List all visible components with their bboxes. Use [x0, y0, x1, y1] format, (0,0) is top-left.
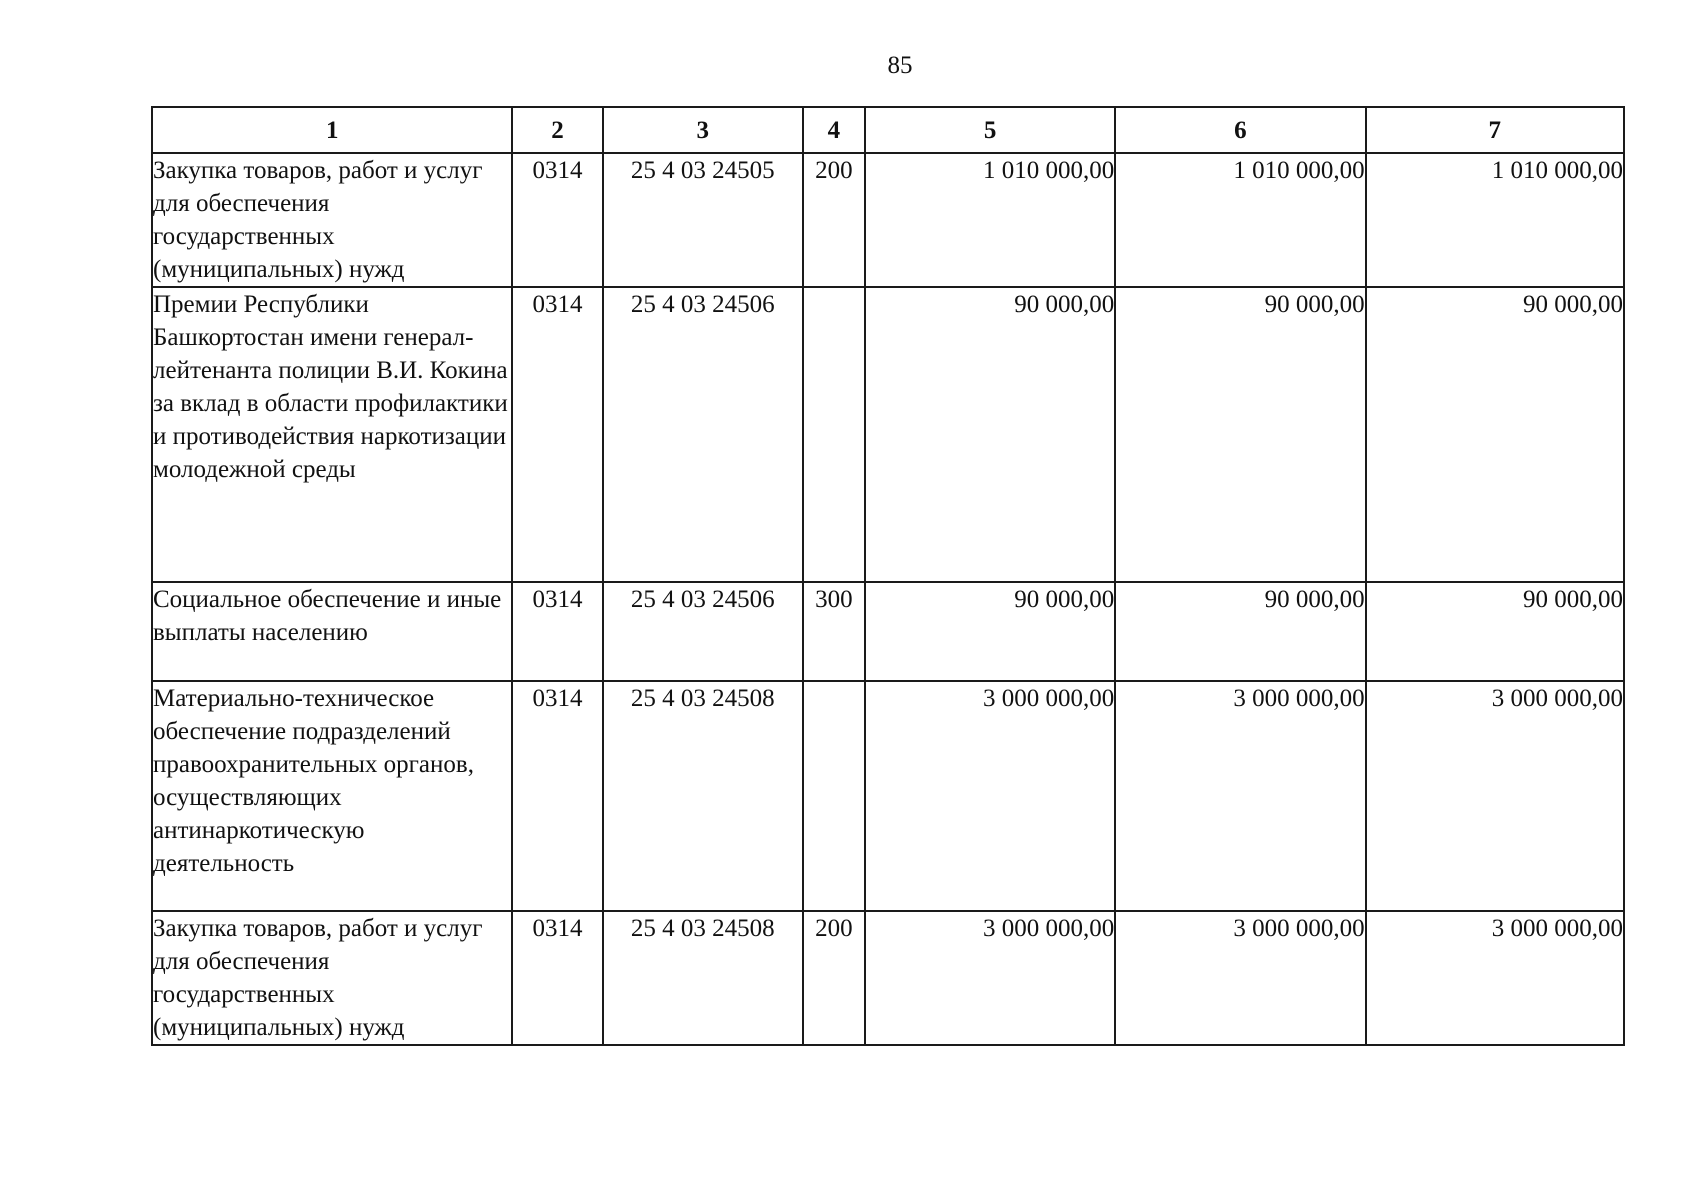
column-header-6: 6: [1115, 107, 1365, 153]
row-name: Премии Республики Башкортостан имени генерал-лейтенанта полиции В.И. Кокина за вклад в области профилактики и противодействия наркотизации молодежной среды: [152, 287, 512, 582]
table-row: [152, 681, 1624, 911]
row-target-code: 25 4 03 24508: [603, 681, 803, 911]
page-number: 85: [887, 52, 913, 79]
column-header-4: 4: [803, 107, 865, 153]
row-name: Закупка товаров, работ и услуг для обеспечения государственных (муниципальных) нужд: [152, 153, 512, 287]
row-amount-col7: 3 000 000,00: [1366, 911, 1624, 1045]
row-target-code: 25 4 03 24506: [603, 287, 803, 582]
row-section-code: 0314: [512, 681, 602, 911]
row-name: Материально-техническое обеспечение подразделений правоохранительных органов, осуществляющих антинаркотическую деятельность: [152, 681, 512, 911]
table-row: [152, 582, 1624, 681]
row-amount-col5: 1 010 000,00: [865, 153, 1115, 287]
table-row: [152, 287, 1624, 582]
row-expense-type: 200: [803, 153, 865, 287]
row-expense-type: [803, 681, 865, 911]
row-amount-col5: 3 000 000,00: [865, 681, 1115, 911]
row-name: Закупка товаров, работ и услуг для обеспечения государственных (муниципальных) нужд: [152, 911, 512, 1045]
row-amount-col7: 90 000,00: [1366, 582, 1624, 681]
table-header-row: [152, 107, 1624, 153]
table-row: [152, 153, 1624, 287]
column-header-3: 3: [603, 107, 803, 153]
column-header-1: 1: [152, 107, 512, 153]
row-amount-col7: 1 010 000,00: [1366, 153, 1624, 287]
row-section-code: 0314: [512, 911, 602, 1045]
row-amount-col5: 3 000 000,00: [865, 911, 1115, 1045]
column-header-5: 5: [865, 107, 1115, 153]
row-section-code: 0314: [512, 153, 602, 287]
row-amount-col6: 90 000,00: [1115, 287, 1365, 582]
column-header-7: 7: [1366, 107, 1624, 153]
row-expense-type: 200: [803, 911, 865, 1045]
row-amount-col6: 1 010 000,00: [1115, 153, 1365, 287]
row-expense-type: [803, 287, 865, 582]
row-target-code: 25 4 03 24505: [603, 153, 803, 287]
row-target-code: 25 4 03 24506: [603, 582, 803, 681]
row-target-code: 25 4 03 24508: [603, 911, 803, 1045]
budget-table: [151, 106, 1625, 1046]
row-amount-col7: 3 000 000,00: [1366, 681, 1624, 911]
row-section-code: 0314: [512, 582, 602, 681]
row-amount-col7: 90 000,00: [1366, 287, 1624, 582]
row-amount-col5: 90 000,00: [865, 287, 1115, 582]
row-amount-col6: 3 000 000,00: [1115, 911, 1365, 1045]
row-expense-type: 300: [803, 582, 865, 681]
row-amount-col5: 90 000,00: [865, 582, 1115, 681]
row-name: Социальное обеспечение и иные выплаты населению: [152, 582, 512, 681]
row-section-code: 0314: [512, 287, 602, 582]
row-amount-col6: 90 000,00: [1115, 582, 1365, 681]
table-row: [152, 911, 1624, 1045]
column-header-2: 2: [512, 107, 602, 153]
row-amount-col6: 3 000 000,00: [1115, 681, 1365, 911]
